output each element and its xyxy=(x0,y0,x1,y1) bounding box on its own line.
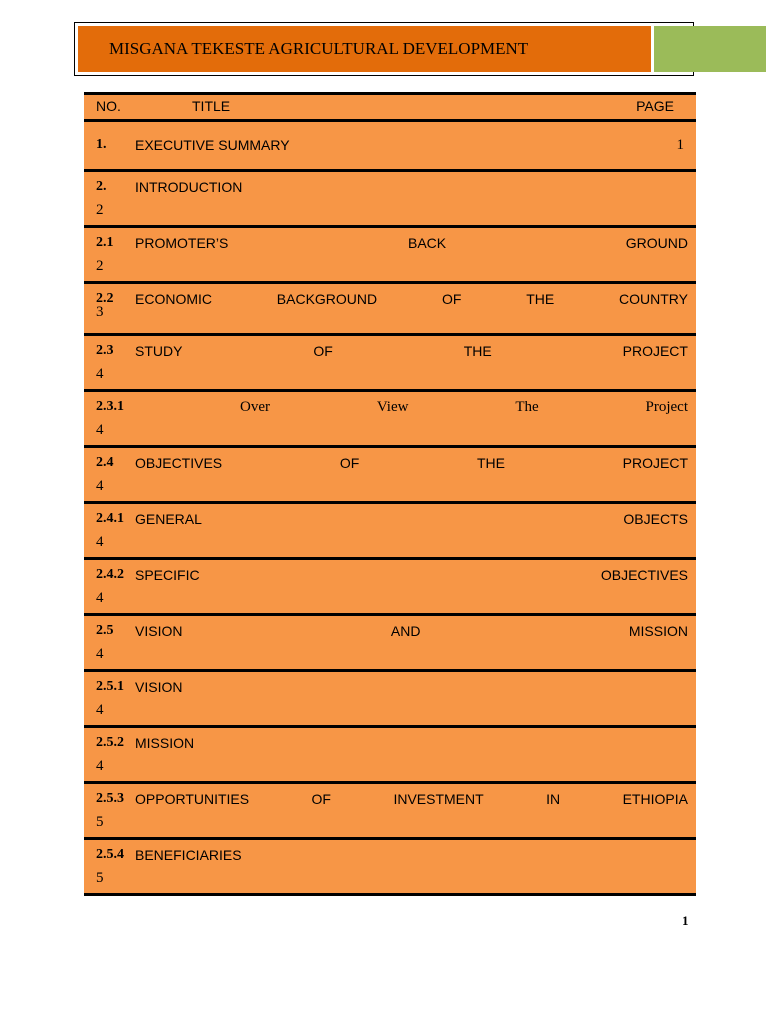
toc-entry-number: 2.3.1 xyxy=(96,399,124,414)
footer-page-number: 1 xyxy=(682,913,689,928)
toc-row[interactable] xyxy=(84,336,696,392)
toc-entry-title-word: GENERAL xyxy=(135,511,202,527)
toc-entry-title-word: ECONOMIC xyxy=(135,291,212,307)
toc-row[interactable] xyxy=(84,616,696,672)
toc-entry-number: 2. xyxy=(96,179,107,194)
document-header xyxy=(74,22,694,76)
toc-entry-title-word: THE xyxy=(526,291,555,307)
column-header-title: TITLE xyxy=(192,98,231,114)
toc-entry-title-word: OBJECTIVES xyxy=(600,567,688,583)
toc-entry-title-word: OBJECTS xyxy=(623,511,688,527)
toc-entry-page: 4 xyxy=(96,422,104,438)
toc-entry-number: 2.5 xyxy=(96,623,114,638)
toc-entry-title-word: GROUND xyxy=(625,235,688,251)
toc-entry-title-word: OF xyxy=(313,343,333,359)
toc-entry-title-word: THE xyxy=(476,455,505,471)
toc-row[interactable] xyxy=(84,122,696,172)
toc-entry-page: 5 xyxy=(96,814,104,830)
toc-entry-page: 4 xyxy=(96,646,104,662)
toc-entry-title-word: Project xyxy=(645,399,688,415)
toc-row[interactable] xyxy=(84,728,696,784)
toc-entry-title xyxy=(135,455,688,471)
toc-entry-title-word: STUDY xyxy=(135,343,183,359)
toc-entry-title-word: MISSION xyxy=(135,735,195,751)
toc-entry-title-word: EXECUTIVE SUMMARY xyxy=(135,137,290,153)
toc-entry-number: 2.5.3 xyxy=(96,791,124,806)
toc-entry-title-word: PROMOTER’S xyxy=(135,235,229,251)
toc-entry-title xyxy=(135,291,688,307)
toc-entry-title-word: SPECIFIC xyxy=(135,567,200,583)
toc-row[interactable] xyxy=(84,560,696,616)
column-header-no: NO. xyxy=(96,98,121,114)
toc-entry-title xyxy=(135,679,688,695)
table-of-contents xyxy=(84,92,696,896)
header-accent-block xyxy=(654,26,766,72)
toc-row[interactable] xyxy=(84,784,696,840)
toc-entry-title xyxy=(135,567,688,583)
toc-row[interactable] xyxy=(84,840,696,896)
toc-rows xyxy=(84,122,696,896)
toc-entry-title-word: THE xyxy=(463,343,492,359)
toc-header-row xyxy=(84,92,696,122)
toc-entry-title-word: PROJECT xyxy=(622,455,688,471)
toc-entry-page: 4 xyxy=(96,478,104,494)
toc-row[interactable] xyxy=(84,392,696,448)
toc-entry-title-word: BACKGROUND xyxy=(276,291,378,307)
toc-entry-number: 2.4.1 xyxy=(96,511,124,526)
toc-entry-title xyxy=(135,179,688,195)
toc-entry-page: 4 xyxy=(96,366,104,382)
toc-entry-page: 4 xyxy=(96,590,104,606)
toc-entry-title-word: OF xyxy=(339,455,360,471)
toc-entry-number: 2.5.2 xyxy=(96,735,124,750)
toc-row[interactable] xyxy=(84,172,696,228)
toc-entry-title-word: INTRODUCTION xyxy=(135,179,243,195)
toc-entry-title-word: OBJECTIVES xyxy=(135,455,223,471)
toc-entry-page: 4 xyxy=(96,702,104,718)
toc-entry-number: 2.5.4 xyxy=(96,847,124,862)
toc-entry-title xyxy=(135,511,688,527)
toc-entry-number: 2.3 xyxy=(96,343,114,358)
toc-entry-title xyxy=(135,735,688,751)
toc-entry-number: 2.1 xyxy=(96,235,114,250)
toc-entry-number: 1. xyxy=(96,137,107,152)
toc-entry-title-word: ETHIOPIA xyxy=(622,791,688,807)
toc-entry-number: 2.2 xyxy=(96,291,114,306)
toc-entry-title-word: PROJECT xyxy=(622,343,688,359)
toc-entry-title xyxy=(135,137,656,153)
toc-row[interactable] xyxy=(84,284,696,336)
toc-entry-page: 3 xyxy=(96,304,104,320)
toc-entry-title-word: VISION xyxy=(135,679,183,695)
toc-entry-title-word: OF xyxy=(311,791,331,807)
toc-entry-title-word: INVESTMENT xyxy=(393,791,484,807)
toc-entry-title-word: OPPORTUNITIES xyxy=(135,791,250,807)
document-title: MISGANA TEKESTE AGRICULTURAL DEVELOPMENT xyxy=(78,26,651,72)
toc-entry-title xyxy=(135,343,688,359)
toc-entry-page: 5 xyxy=(96,870,104,886)
toc-row[interactable] xyxy=(84,504,696,560)
toc-entry-title xyxy=(135,791,688,807)
toc-entry-page: 1 xyxy=(676,137,684,153)
toc-row[interactable] xyxy=(84,228,696,284)
toc-entry-title xyxy=(135,235,688,251)
toc-entry-title-word: BACK xyxy=(407,235,447,251)
toc-entry-page: 2 xyxy=(96,258,104,274)
toc-entry-number: 2.4.2 xyxy=(96,567,124,582)
toc-entry-page: 4 xyxy=(96,758,104,774)
toc-entry-page: 4 xyxy=(96,534,104,550)
toc-entry-title xyxy=(240,399,688,416)
toc-entry-title xyxy=(135,847,688,863)
toc-entry-title-word: COUNTRY xyxy=(619,291,688,307)
toc-entry-title-word: View xyxy=(376,399,409,415)
toc-row[interactable] xyxy=(84,672,696,728)
toc-entry-number: 2.4 xyxy=(96,455,114,470)
toc-entry-title-word: Over xyxy=(240,399,270,415)
toc-entry-page: 2 xyxy=(96,202,104,218)
toc-entry-title-word: The xyxy=(515,399,539,415)
toc-entry-title-word: OF xyxy=(441,291,462,307)
toc-entry-title xyxy=(135,623,688,639)
toc-entry-title-word: BENEFICIARIES xyxy=(135,847,242,863)
toc-entry-title-word: IN xyxy=(546,791,561,807)
toc-entry-title-word: MISSION xyxy=(628,623,688,639)
toc-row[interactable] xyxy=(84,448,696,504)
column-header-page: PAGE xyxy=(636,98,674,114)
toc-entry-number: 2.5.1 xyxy=(96,679,124,694)
toc-entry-title-word: AND xyxy=(390,623,421,639)
toc-entry-title-word: VISION xyxy=(135,623,183,639)
